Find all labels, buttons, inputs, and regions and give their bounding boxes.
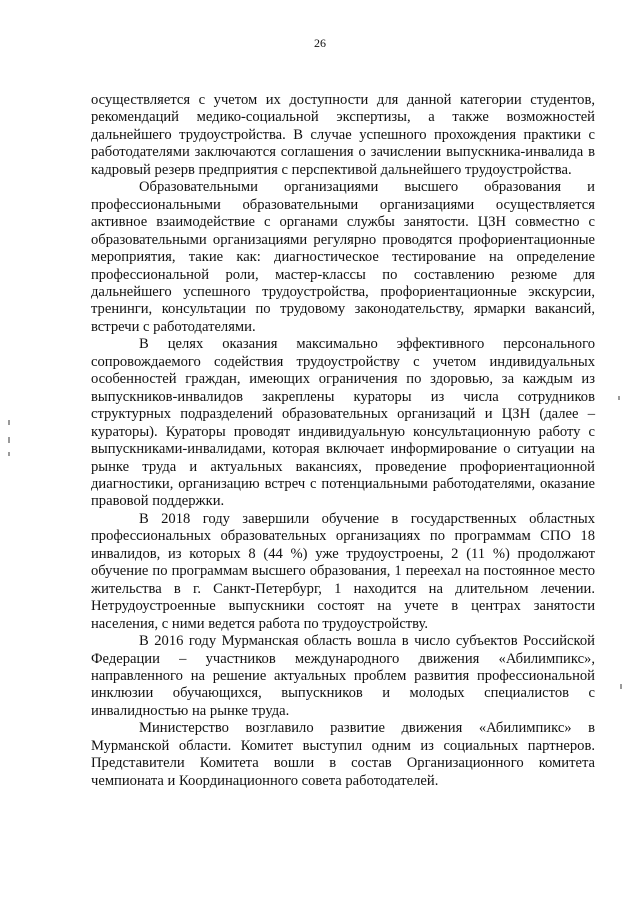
scan-mark-right-1 bbox=[618, 396, 620, 400]
document-body bbox=[91, 92, 595, 790]
paragraph-ministry: Министерство возглавило развитие движения «Абилимпикс» в Мурманской области. Комитет выступил одним из социальных партнеров. Представители Комитета вошли в состав Организационного комитета чемпионата и Координационного совета работодателей. bbox=[91, 720, 595, 789]
paragraph-curators: В целях оказания максимально эффективного персонального сопровождаемого содействия трудоустройству с учетом индивидуальных особенностей граждан, имеющих ограничения по здоровью, за каждым из выпускников-инвалидов закреплены кураторы из числа сотрудников структурных подразделений образовательных организаций и ЦЗН (далее – кураторы). Кураторы проводят индивидуальную консультационную работу с выпускниками-инвалидами, которая включает информирование о ситуации на рынке труда и актуальных вакансиях, проведение профориентационной диагностики, организацию встреч с потенциальными работодателями, оказание правовой поддержки. bbox=[91, 336, 595, 510]
paragraph-continuation: осуществляется с учетом их доступности для данной категории студентов, рекомендаций медико-социальной экспертизы, а также возможностей дальнейшего трудоустройства. В случае успешного прохождения практики с работодателями заключаются соглашения о зачислении выпускника-инвалида в кадровый резерв предприятия с перспективой дальнейшего трудоустройства. bbox=[91, 92, 595, 178]
paragraph-abilympics-2016: В 2016 году Мурманская область вошла в число субъектов Российской Федерации – участников международного движения «Абилимпикс», направленного на решение актуальных проблем развития профессиональной инклюзии обучающихся, выпускников и молодых специалистов с инвалидностью на рынке труда. bbox=[91, 633, 595, 719]
scan-mark-right-2 bbox=[620, 684, 622, 689]
scan-mark-left-1 bbox=[8, 420, 10, 425]
paragraph-interaction: Образовательными организациями высшего образования и профессиональными образовательными организациями осуществляется активное взаимодействие с органами службы занятости. ЦЗН совместно с образовательными организациями регулярно проводятся профориентационные мероприятия, такие как: диагностическое тестирование на определение профессиональной роли, мастер-классы по составлению резюме для дальнейшего успешного трудоустройства, профориентационные экскурсии, тренинги, консультации по трудовому законодательству, ярмарки вакансий, встречи с работодателями. bbox=[91, 179, 595, 335]
paragraph-2018-graduates: В 2018 году завершили обучение в государственных областных профессиональных образовательных организациях по программам СПО 18 инвалидов, из которых 8 (44 %) уже трудоустроены, 2 (11 %) продолжают обучение по программам высшего образования, 1 переехал на постоянное место жительства в г. Санкт-Петербург, 1 находится на длительном лечении. Нетрудоустроенные выпускники состоят на учете в центрах занятости населения, с ними ведется работа по трудоустройству. bbox=[91, 510, 595, 632]
scan-mark-left-2 bbox=[8, 437, 10, 443]
scan-mark-left-3 bbox=[8, 452, 10, 456]
page-number: 26 bbox=[314, 36, 326, 50]
